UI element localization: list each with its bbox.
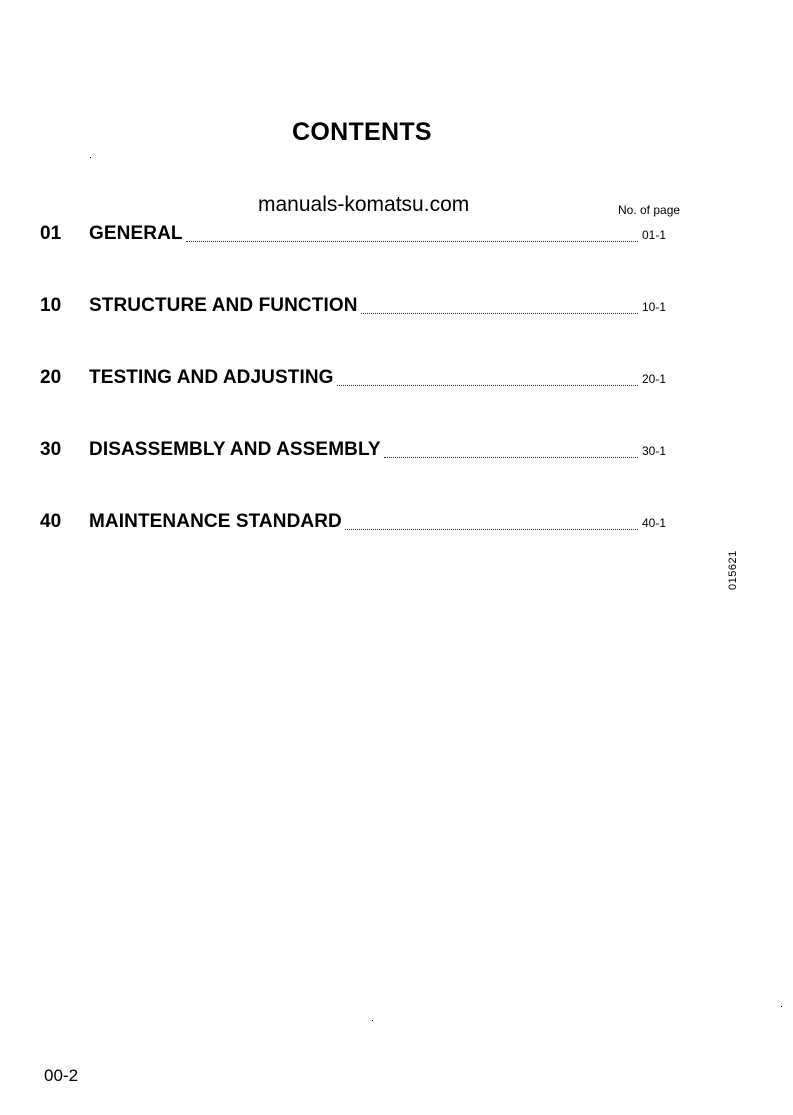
toc-row-structure-and-function[interactable] [40,295,672,321]
toc-leader-dots [361,312,638,314]
toc-page: 01-1 [642,228,667,242]
page-title: CONTENTS [292,118,432,146]
toc-leader-dots [345,528,638,530]
toc-row-general[interactable] [40,223,672,249]
toc-number: 40 [40,511,62,532]
toc-leader-dots [337,384,638,386]
toc-page: 30-1 [642,444,667,458]
toc-title: TESTING AND ADJUSTING [89,367,334,388]
toc-row-disassembly-and-assembly[interactable] [40,439,672,465]
toc-page: 20-1 [642,372,667,386]
toc-title: DISASSEMBLY AND ASSEMBLY [89,439,381,460]
toc-leader-dots [384,456,638,458]
toc-leader-dots [186,240,638,242]
page-column-header: No. of page [618,203,681,217]
toc-row-testing-and-adjusting[interactable] [40,367,672,393]
scan-speck [781,1006,782,1007]
side-reference-code: 015621 [727,550,739,590]
toc-number: 30 [40,439,62,460]
toc-page: 10-1 [642,300,667,314]
toc-number: 10 [40,295,62,316]
toc-title: MAINTENANCE STANDARD [89,511,342,532]
toc-title: GENERAL [89,223,183,244]
watermark-link[interactable]: manuals-komatsu.com [258,193,470,216]
scan-speck [372,1020,373,1021]
toc-row-maintenance-standard[interactable] [40,511,672,537]
page-number: 00-2 [44,1066,79,1085]
scan-speck [90,157,91,158]
toc-number: 01 [40,223,62,244]
toc-title: STRUCTURE AND FUNCTION [89,295,358,316]
toc-number: 20 [40,367,62,388]
toc-page: 40-1 [642,516,667,530]
